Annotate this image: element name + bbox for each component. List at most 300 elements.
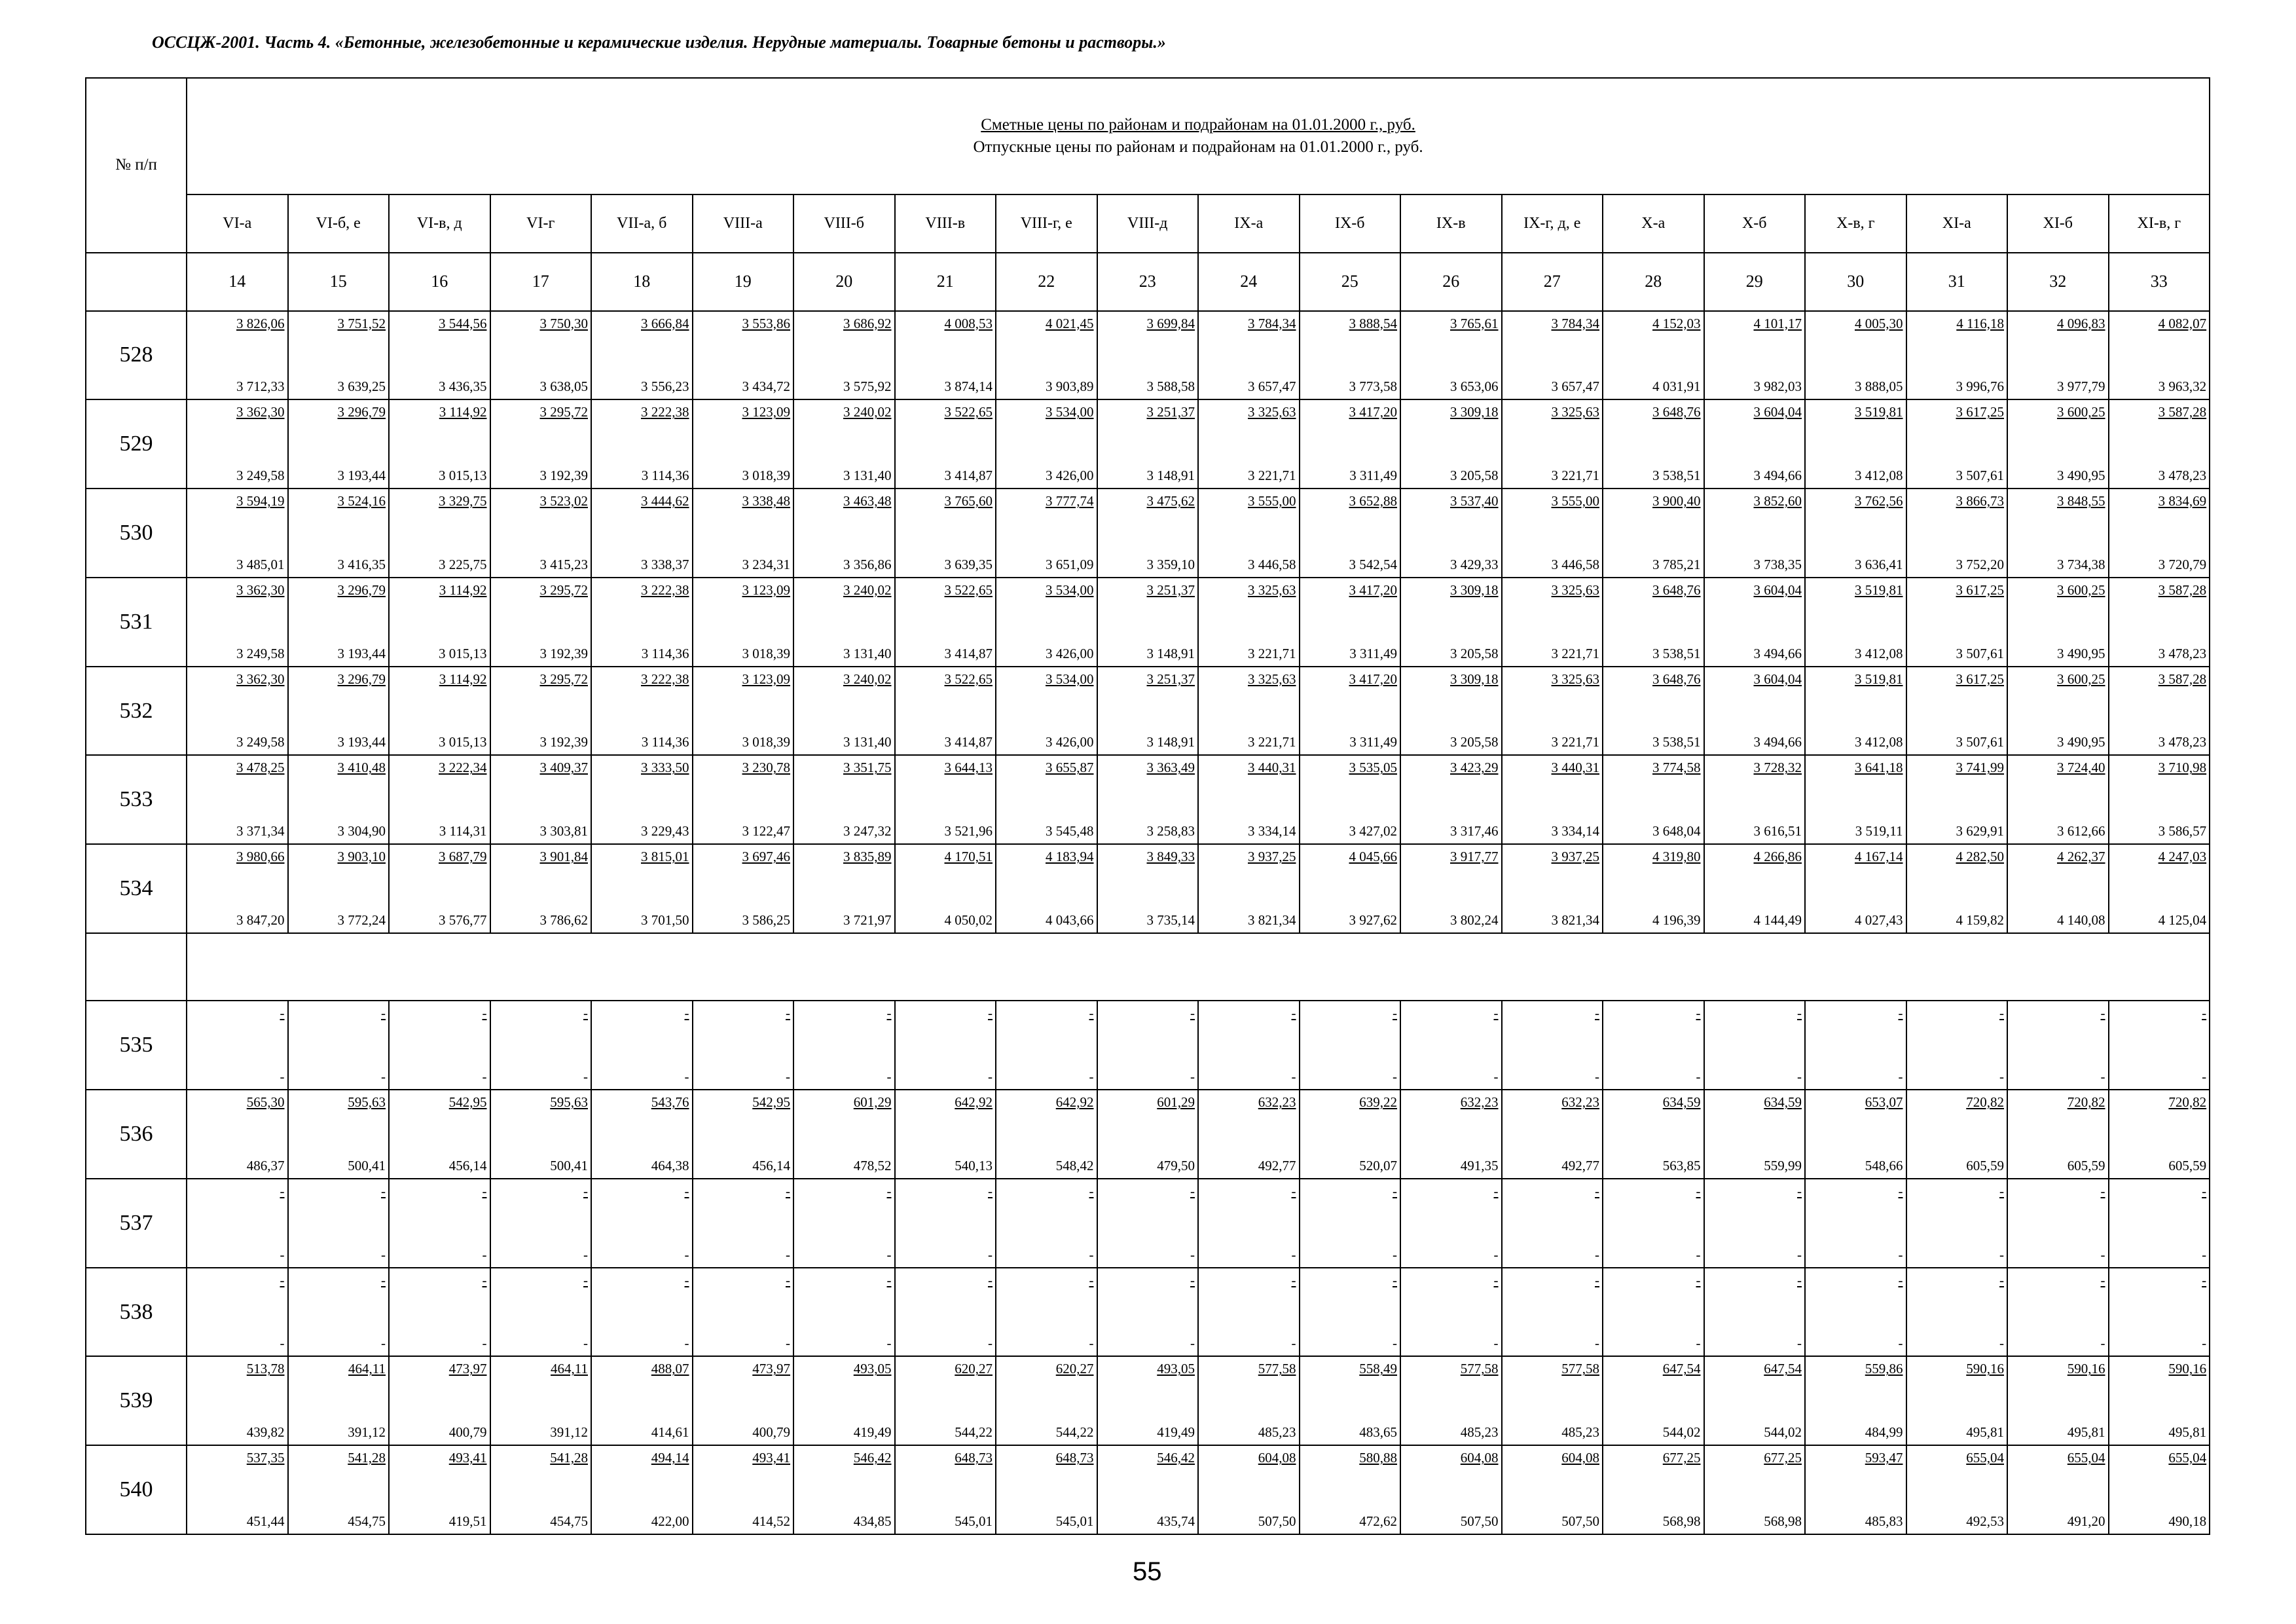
release-price: 3 249,58 [236, 645, 285, 661]
page-number: 55 [1133, 1557, 1162, 1586]
price-cell [1198, 489, 1300, 578]
release-price: - [280, 1246, 285, 1263]
release-price: 3 114,36 [641, 645, 689, 661]
price-cell [1805, 1356, 1906, 1445]
estimated-price: 3 240,02 [843, 671, 892, 687]
release-price: 3 576,77 [439, 912, 487, 928]
table-header-title-row [86, 78, 2210, 194]
estimated-price: 3 123,09 [742, 404, 790, 420]
price-cell [1704, 311, 1806, 400]
price-cell [996, 578, 1097, 667]
spacer-cell [187, 933, 2210, 1001]
estimated-price: - [1797, 1272, 1802, 1288]
release-price: 3 802,24 [1450, 912, 1499, 928]
release-price: 3 478,23 [2158, 645, 2207, 661]
estimated-price: 4 096,83 [2057, 315, 2105, 331]
column-number: 14 [187, 253, 288, 311]
release-price: 485,23 [1460, 1424, 1499, 1441]
price-cell [1906, 667, 2008, 756]
price-cell [1906, 399, 2008, 489]
estimated-price: 3 553,86 [742, 315, 790, 331]
estimated-price: - [1696, 1272, 1701, 1288]
release-price: 3 018,39 [742, 645, 790, 661]
estimated-price: 3 535,05 [1349, 760, 1397, 776]
estimated-price: 3 325,63 [1551, 671, 1599, 687]
estimated-prices-title: Сметные цены по районам и подрайонам на 01.01.2000 г., руб. [981, 115, 1415, 134]
column-number: 21 [895, 253, 996, 311]
estimated-price: 3 537,40 [1450, 493, 1499, 509]
release-price: 3 334,14 [1248, 823, 1296, 840]
release-price: 3 786,62 [539, 912, 588, 928]
release-price: 435,74 [1157, 1513, 1195, 1529]
estimated-price: 647,54 [1662, 1361, 1701, 1377]
estimated-price: 3 917,77 [1450, 849, 1499, 865]
release-price: 3 977,79 [2057, 378, 2105, 395]
price-cell [1906, 1268, 2008, 1357]
price-cell [1300, 755, 1401, 844]
estimated-price: - [1190, 1183, 1195, 1199]
price-cell [2007, 1179, 2109, 1268]
row-number: 532 [86, 667, 187, 756]
price-cell [1704, 399, 1806, 489]
estimated-price: 604,08 [1561, 1450, 1599, 1466]
price-cell [1502, 399, 1603, 489]
price-cell [2109, 578, 2210, 667]
price-cell [1097, 311, 1199, 400]
release-price: 3 507,61 [1956, 645, 2004, 661]
estimated-price: - [583, 1272, 588, 1288]
price-cell [1906, 1179, 2008, 1268]
release-price: 3 229,43 [641, 823, 689, 840]
price-cell [1603, 1001, 1704, 1090]
estimated-price: - [482, 1005, 487, 1022]
estimated-price: - [1999, 1183, 2004, 1199]
estimated-price: 4 045,66 [1349, 849, 1397, 865]
estimated-price: - [381, 1183, 386, 1199]
estimated-price: 3 309,18 [1450, 581, 1499, 598]
estimated-price: 3 937,25 [1248, 849, 1296, 865]
price-cell [1906, 489, 2008, 578]
release-price: 3 192,39 [539, 468, 588, 484]
release-price: 3 588,58 [1146, 378, 1195, 395]
estimated-price: 3 338,48 [742, 493, 790, 509]
column-np-header: № п/п [86, 78, 187, 253]
price-cell [693, 311, 794, 400]
estimated-price: 542,95 [752, 1094, 790, 1111]
price-cell [996, 311, 1097, 400]
release-price: 3 148,91 [1146, 645, 1195, 661]
estimated-price: 3 784,34 [1248, 315, 1296, 331]
release-price: 3 131,40 [843, 468, 892, 484]
price-cell [288, 1445, 390, 1534]
release-price: - [280, 1069, 285, 1085]
release-price: 391,12 [550, 1424, 588, 1441]
price-cell [1097, 667, 1199, 756]
estimated-price: 3 409,37 [539, 760, 588, 776]
release-price: 3 221,71 [1248, 734, 1296, 750]
release-price: 3 888,05 [1855, 378, 1903, 395]
region-header: VIII-в [895, 194, 996, 253]
column-number-row [86, 253, 2210, 311]
release-price: 3 258,83 [1146, 823, 1195, 840]
price-cell [288, 755, 390, 844]
price-cell [1704, 1001, 1806, 1090]
estimated-price: 3 333,50 [641, 760, 689, 776]
price-cell [895, 399, 996, 489]
estimated-price: 639,22 [1359, 1094, 1397, 1111]
estimated-price: 3 750,30 [539, 315, 588, 331]
price-cell [895, 1356, 996, 1445]
release-price: 3 963,32 [2158, 378, 2207, 395]
release-price: 3 821,34 [1248, 912, 1296, 928]
estimated-price: 604,08 [1258, 1450, 1296, 1466]
release-price: - [1696, 1069, 1701, 1085]
price-cell [693, 1445, 794, 1534]
release-price: 3 018,39 [742, 734, 790, 750]
price-cell [1502, 489, 1603, 578]
price-cell [693, 844, 794, 933]
release-price: 3 752,20 [1956, 556, 2004, 572]
price-cell [996, 489, 1097, 578]
release-price: 3 131,40 [843, 645, 892, 661]
price-cell [490, 667, 592, 756]
price-cell [490, 1090, 592, 1179]
price-cell [490, 1356, 592, 1445]
estimated-price: 3 594,19 [236, 493, 285, 509]
column-number: 15 [288, 253, 390, 311]
estimated-price: 3 478,25 [236, 760, 285, 776]
release-price: 3 234,31 [742, 556, 790, 572]
estimated-price: 3 587,28 [2158, 581, 2207, 598]
release-price: 3 015,13 [439, 468, 487, 484]
price-cell [1502, 578, 1603, 667]
release-price: 3 651,09 [1046, 556, 1094, 572]
estimated-price: 3 251,37 [1146, 671, 1195, 687]
estimated-price: 3 410,48 [337, 760, 386, 776]
release-price: 3 416,35 [337, 556, 386, 572]
price-cell [591, 844, 693, 933]
release-price: 3 538,51 [1652, 645, 1701, 661]
estimated-price: 3 777,74 [1046, 493, 1094, 509]
estimated-price: 3 123,09 [742, 581, 790, 598]
estimated-price: 537,35 [246, 1450, 285, 1466]
release-price: 544,22 [955, 1424, 993, 1441]
estimated-price: 3 519,81 [1855, 581, 1903, 598]
release-price: 3 490,95 [2057, 468, 2105, 484]
row-number: 540 [86, 1445, 187, 1534]
column-number: 23 [1097, 253, 1199, 311]
release-price: 492,77 [1258, 1157, 1296, 1173]
column-number: 31 [1906, 253, 2008, 311]
price-cell [288, 489, 390, 578]
estimated-price: 464,11 [348, 1361, 386, 1377]
release-price: 3 205,58 [1450, 645, 1499, 661]
release-price: - [988, 1335, 993, 1352]
estimated-price: 541,28 [550, 1450, 588, 1466]
release-price: 4 031,91 [1652, 378, 1701, 395]
row-number: 536 [86, 1090, 187, 1179]
release-price: 545,01 [955, 1513, 993, 1529]
price-cell [1198, 1090, 1300, 1179]
price-title-cell [187, 78, 2210, 194]
estimated-price: 632,23 [1561, 1094, 1599, 1111]
release-price: 3 148,91 [1146, 734, 1195, 750]
price-cell [1198, 1268, 1300, 1357]
price-cell [793, 399, 895, 489]
estimated-price: 546,42 [1157, 1450, 1195, 1466]
price-cell [591, 1268, 693, 1357]
table-row [86, 1356, 2210, 1445]
release-price: 3 612,66 [2057, 823, 2105, 840]
release-price: 3 412,08 [1855, 468, 1903, 484]
price-cell [1704, 1090, 1806, 1179]
release-price: 3 205,58 [1450, 468, 1499, 484]
region-header: VIII-г, е [996, 194, 1097, 253]
price-cell [1400, 844, 1502, 933]
release-price: 3 847,20 [236, 912, 285, 928]
estimated-price: 3 417,20 [1349, 671, 1397, 687]
estimated-price: 4 262,37 [2057, 849, 2105, 865]
price-cell [1805, 1445, 1906, 1534]
estimated-price: 3 519,81 [1855, 404, 1903, 420]
estimated-price: - [381, 1272, 386, 1288]
price-cell [2109, 311, 2210, 400]
price-cell [389, 399, 490, 489]
price-cell [2007, 1445, 2109, 1534]
price-cell [187, 399, 288, 489]
release-price: 548,42 [1055, 1157, 1094, 1173]
price-cell [1300, 667, 1401, 756]
release-price: 3 927,62 [1349, 912, 1397, 928]
estimated-price: - [1797, 1005, 1802, 1022]
release-price: 3 639,35 [944, 556, 993, 572]
estimated-price: 3 587,28 [2158, 404, 2207, 420]
release-price: - [2202, 1069, 2207, 1085]
price-cell [2109, 1268, 2210, 1357]
release-price: 3 712,33 [236, 378, 285, 395]
estimated-price: 3 648,76 [1652, 581, 1701, 598]
estimated-price: - [988, 1005, 993, 1022]
estimated-price: 559,86 [1865, 1361, 1903, 1377]
release-price: 3 221,71 [1551, 734, 1599, 750]
estimated-price: 595,63 [550, 1094, 588, 1111]
price-cell [693, 1179, 794, 1268]
estimated-price: 590,16 [2168, 1361, 2207, 1377]
price-cell [996, 667, 1097, 756]
estimated-price: 542,95 [448, 1094, 487, 1111]
estimated-price: 3 440,31 [1551, 760, 1599, 776]
estimated-price: - [280, 1183, 285, 1199]
price-cell [1400, 1445, 1502, 1534]
price-cell [2109, 489, 2210, 578]
estimated-price: 3 815,01 [641, 849, 689, 865]
price-cell [187, 1356, 288, 1445]
price-cell [793, 755, 895, 844]
region-header: IX-г, д, е [1502, 194, 1603, 253]
estimated-price: 488,07 [651, 1361, 689, 1377]
estimated-price: 3 329,75 [439, 493, 487, 509]
price-cell [793, 311, 895, 400]
estimated-price: 590,16 [1966, 1361, 2004, 1377]
price-cell [1805, 489, 1906, 578]
estimated-price: 720,82 [2067, 1094, 2105, 1111]
estimated-price: 3 555,00 [1551, 493, 1599, 509]
price-cell [1300, 1179, 1401, 1268]
release-price: - [2100, 1246, 2105, 1263]
estimated-price: 642,92 [955, 1094, 993, 1111]
price-cell [1400, 489, 1502, 578]
price-cell [793, 667, 895, 756]
price-cell [591, 1445, 693, 1534]
release-price: 3 519,11 [1855, 823, 1903, 840]
estimated-price: 3 222,38 [641, 404, 689, 420]
price-cell [1805, 667, 1906, 756]
estimated-price: 473,97 [752, 1361, 790, 1377]
estimated-price: - [886, 1272, 892, 1288]
estimated-price: 3 604,04 [1753, 581, 1802, 598]
estimated-price: 3 309,18 [1450, 404, 1499, 420]
price-cell [2007, 311, 2109, 400]
price-cell [793, 578, 895, 667]
estimated-price: 3 296,79 [337, 671, 386, 687]
release-price: - [1999, 1335, 2004, 1352]
release-price: 3 494,66 [1753, 645, 1802, 661]
release-price: - [1291, 1246, 1296, 1263]
price-cell [793, 1179, 895, 1268]
column-number: 18 [591, 253, 693, 311]
price-cell [996, 844, 1097, 933]
estimated-price: 4 008,53 [944, 315, 993, 331]
estimated-price: 4 282,50 [1956, 849, 2004, 865]
price-cell [1400, 578, 1502, 667]
table-row [86, 1268, 2210, 1357]
price-cell [1906, 755, 2008, 844]
price-cell [490, 1001, 592, 1090]
release-price: - [1595, 1246, 1599, 1263]
estimated-price: 3 309,18 [1450, 671, 1499, 687]
price-cell [2007, 1356, 2109, 1445]
region-header: VII-а, б [591, 194, 693, 253]
release-price: 3 586,57 [2158, 823, 2207, 840]
estimated-price: - [1898, 1183, 1903, 1199]
estimated-price: 3 251,37 [1146, 404, 1195, 420]
release-price: - [1595, 1069, 1599, 1085]
price-cell [895, 1001, 996, 1090]
estimated-price: 3 362,30 [236, 671, 285, 687]
price-cell [490, 489, 592, 578]
estimated-price: 3 362,30 [236, 581, 285, 598]
estimated-price: 3 522,65 [944, 671, 993, 687]
price-cell [1198, 1001, 1300, 1090]
release-price: 4 043,66 [1046, 912, 1094, 928]
release-price: 479,50 [1157, 1157, 1195, 1173]
estimated-price: 3 888,54 [1349, 315, 1397, 331]
estimated-price: - [583, 1183, 588, 1199]
estimated-price: 3 903,10 [337, 849, 386, 865]
price-cell [1198, 1356, 1300, 1445]
estimated-price: - [1393, 1272, 1397, 1288]
estimated-price: 720,82 [2168, 1094, 2207, 1111]
estimated-price: 632,23 [1460, 1094, 1499, 1111]
estimated-price: 3 751,52 [337, 315, 386, 331]
estimated-price: - [1595, 1183, 1599, 1199]
release-price: - [2202, 1335, 2207, 1352]
estimated-price: 3 325,63 [1248, 671, 1296, 687]
price-cell [895, 844, 996, 933]
estimated-price: - [280, 1005, 285, 1022]
estimated-price: 3 363,49 [1146, 760, 1195, 776]
price-cell [1300, 311, 1401, 400]
price-cell [1097, 1268, 1199, 1357]
region-header: IX-в [1400, 194, 1502, 253]
price-cell [793, 1090, 895, 1179]
release-price: - [381, 1246, 386, 1263]
estimated-price: 493,05 [853, 1361, 892, 1377]
estimated-price: 4 082,07 [2158, 315, 2207, 331]
estimated-price: 3 555,00 [1248, 493, 1296, 509]
region-header: VI-а [187, 194, 288, 253]
price-cell [1198, 311, 1300, 400]
release-price: - [886, 1069, 892, 1085]
price-cell [1603, 1179, 1704, 1268]
price-cell [288, 1090, 390, 1179]
price-cell [389, 311, 490, 400]
row-number: 528 [86, 311, 187, 400]
price-cell [1603, 844, 1704, 933]
region-header: XI-б [2007, 194, 2109, 253]
estimated-price: 604,08 [1460, 1450, 1499, 1466]
release-price: 507,50 [1561, 1513, 1599, 1529]
release-price: - [583, 1069, 588, 1085]
estimated-price: 577,58 [1258, 1361, 1296, 1377]
release-price: - [482, 1246, 487, 1263]
estimated-price: 677,25 [1764, 1450, 1802, 1466]
price-cell [591, 1090, 693, 1179]
price-cell [1300, 1001, 1401, 1090]
region-header-row [86, 194, 2210, 253]
price-cell [895, 667, 996, 756]
price-cell [793, 1445, 895, 1534]
estimated-price: - [1393, 1005, 1397, 1022]
release-price: 3 114,36 [641, 468, 689, 484]
price-cell [2109, 399, 2210, 489]
price-cell [1704, 489, 1806, 578]
release-price: 3 478,23 [2158, 734, 2207, 750]
estimated-price: 3 617,25 [1956, 404, 2004, 420]
table-row [86, 578, 2210, 667]
price-cell [895, 578, 996, 667]
estimated-price: 3 641,18 [1855, 760, 1903, 776]
price-cell [187, 1268, 288, 1357]
spacer-row [86, 933, 2210, 1001]
release-price: 3 556,23 [641, 378, 689, 395]
release-price: 478,52 [853, 1157, 892, 1173]
price-cell [1400, 1356, 1502, 1445]
estimated-price: - [2202, 1272, 2207, 1288]
estimated-price: 3 710,98 [2158, 760, 2207, 776]
release-price: 495,81 [1966, 1424, 2004, 1441]
release-price: 485,83 [1865, 1513, 1903, 1529]
estimated-price: 3 114,92 [439, 581, 487, 598]
release-price: 3 575,92 [843, 378, 892, 395]
price-cell [1097, 1356, 1199, 1445]
estimated-price: 593,47 [1865, 1450, 1903, 1466]
release-price: 451,44 [246, 1513, 285, 1529]
price-cell [693, 578, 794, 667]
region-header: X-б [1704, 194, 1806, 253]
estimated-price: 558,49 [1359, 1361, 1397, 1377]
column-number: 26 [1400, 253, 1502, 311]
